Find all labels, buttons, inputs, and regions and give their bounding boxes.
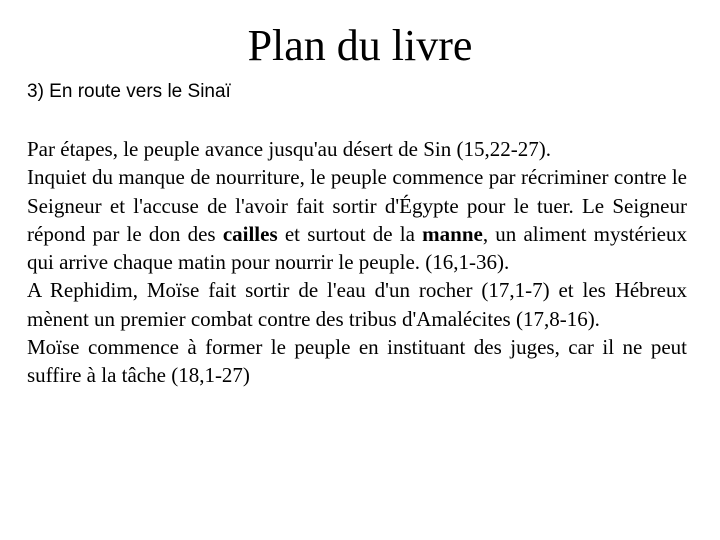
slide-body — [27, 135, 687, 390]
text-segment: et surtout de la — [277, 221, 423, 246]
slide-title: Plan du livre — [247, 21, 473, 70]
paragraph-rephidim: A Rephidim, Moïse fait sortir de l'eau d'un rocher (17,1-7) et les Hébreux mènent un premier combat contre des tribus d'Amalécites (17,8-16). — [27, 278, 687, 331]
keyword-manne: manne — [422, 221, 483, 246]
text-segment: , un aliment mystérieux qui arrive chaque matin pour nourrir le peuple. (16,1-36). — [27, 221, 687, 275]
paragraph-juges: Moïse commence à former le peuple en instituant des juges, car il ne peut suffire à la tâche (18,1-27) — [27, 335, 687, 388]
text-segment: Inquiet du manque de nourriture, le peuple commence par récriminer contre le Seigneur et l'accuse de l'avoir fait sortir d'Égypte pour le tuer. Le Seigneur répond par le don des — [27, 165, 687, 246]
keyword-cailles: cailles — [222, 221, 278, 246]
slide-subtitle: 3) En route vers le Sinaï — [27, 81, 231, 102]
paragraph-desert-de-sin: Par étapes, le peuple avance jusqu'au désert de Sin (15,22-27). — [27, 137, 551, 161]
paragraph-cailles-manne — [27, 163, 687, 276]
